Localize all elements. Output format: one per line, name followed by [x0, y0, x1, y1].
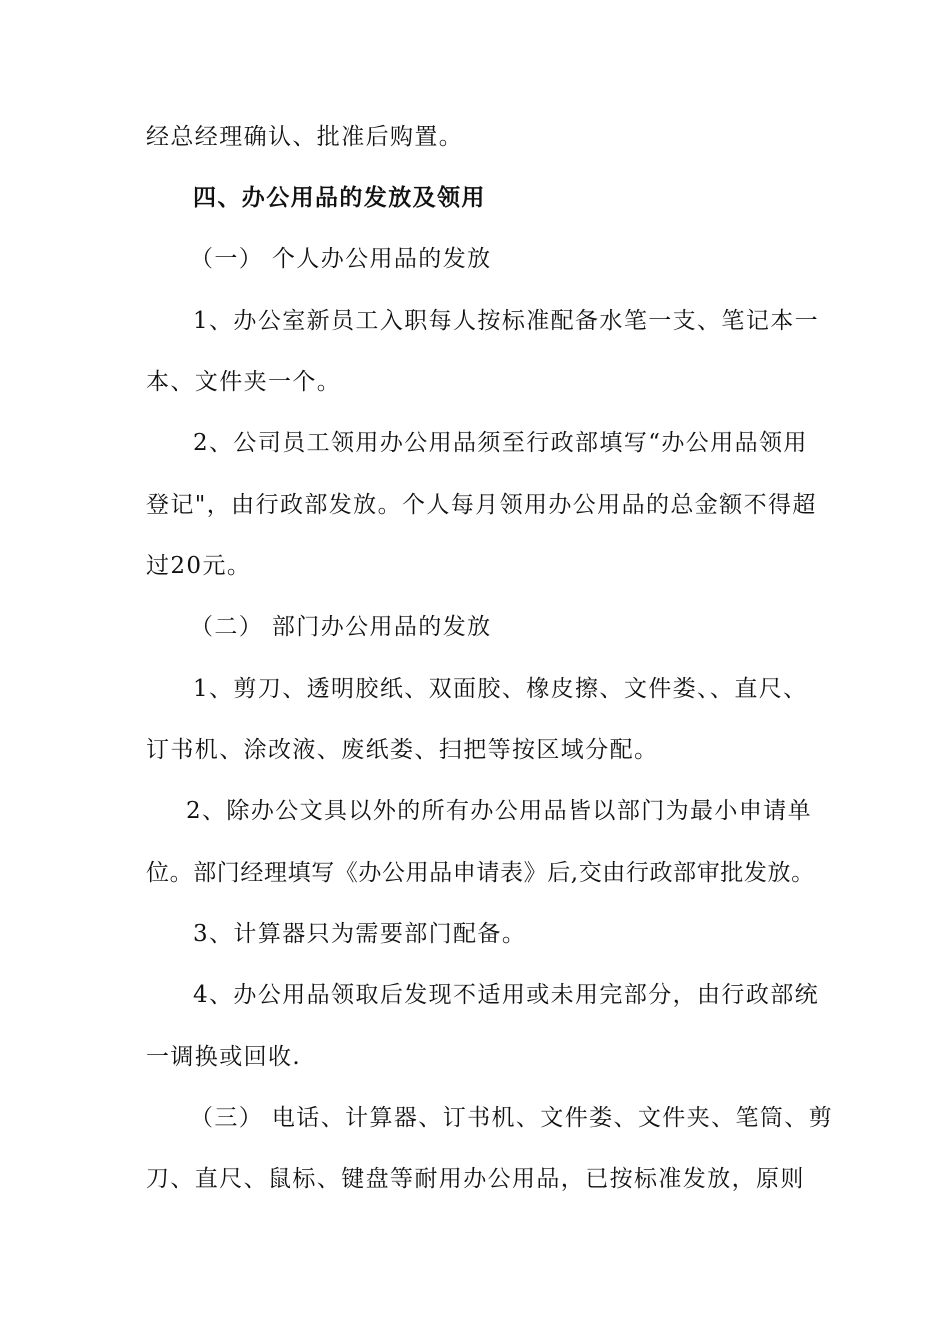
paragraph-line: 本、文件夹一个。 [146, 369, 342, 395]
paragraph-line: 3、计算器只为需要部门配备。 [193, 921, 527, 947]
paragraph-line: 位。部门经理填写《办公用品申请表》后,交由行政部审批发放。 [146, 860, 815, 886]
paragraph-line: 过20元。 [146, 553, 252, 579]
paragraph-line: 一调换或回收. [146, 1044, 302, 1070]
paragraph-line: 2、公司员工领用办公用品须至行政部填写“办公用品领用 [193, 430, 808, 456]
subsection-heading: （一） 个人办公用品的发放 [190, 246, 492, 272]
paragraph-line: 4、办公用品领取后发现不适用或未用完部分，由行政部统 [193, 982, 820, 1008]
section-heading: 四、办公用品的发放及领用 [193, 184, 486, 211]
paragraph-line: 经总经理确认、批准后购置。 [146, 124, 464, 150]
subsection-paragraph: （三） 电话、计算器、订书机、文件娄、文件夹、笔筒、剪 [190, 1105, 834, 1131]
paragraph-line: 1、剪刀、透明胶纸、双面胶、橡皮擦、文件娄、、直尺、 [193, 676, 808, 702]
subsection-heading: （二） 部门办公用品的发放 [190, 614, 492, 640]
paragraph-line: 登记"，由行政部发放。个人每月领用办公用品的总金额不得超 [146, 492, 817, 518]
paragraph-line: 刀、直尺、鼠标、键盘等耐用办公用品，已按标准发放，原则 [146, 1166, 805, 1192]
paragraph-line: 2、除办公文具以外的所有办公用品皆以部门为最小申请单 [186, 798, 813, 824]
paragraph-line: 1、办公室新员工入职每人按标准配备水笔一支、笔记本一 [193, 308, 820, 334]
paragraph-line: 订书机、涂改液、废纸娄、扫把等按区域分配。 [146, 737, 659, 763]
